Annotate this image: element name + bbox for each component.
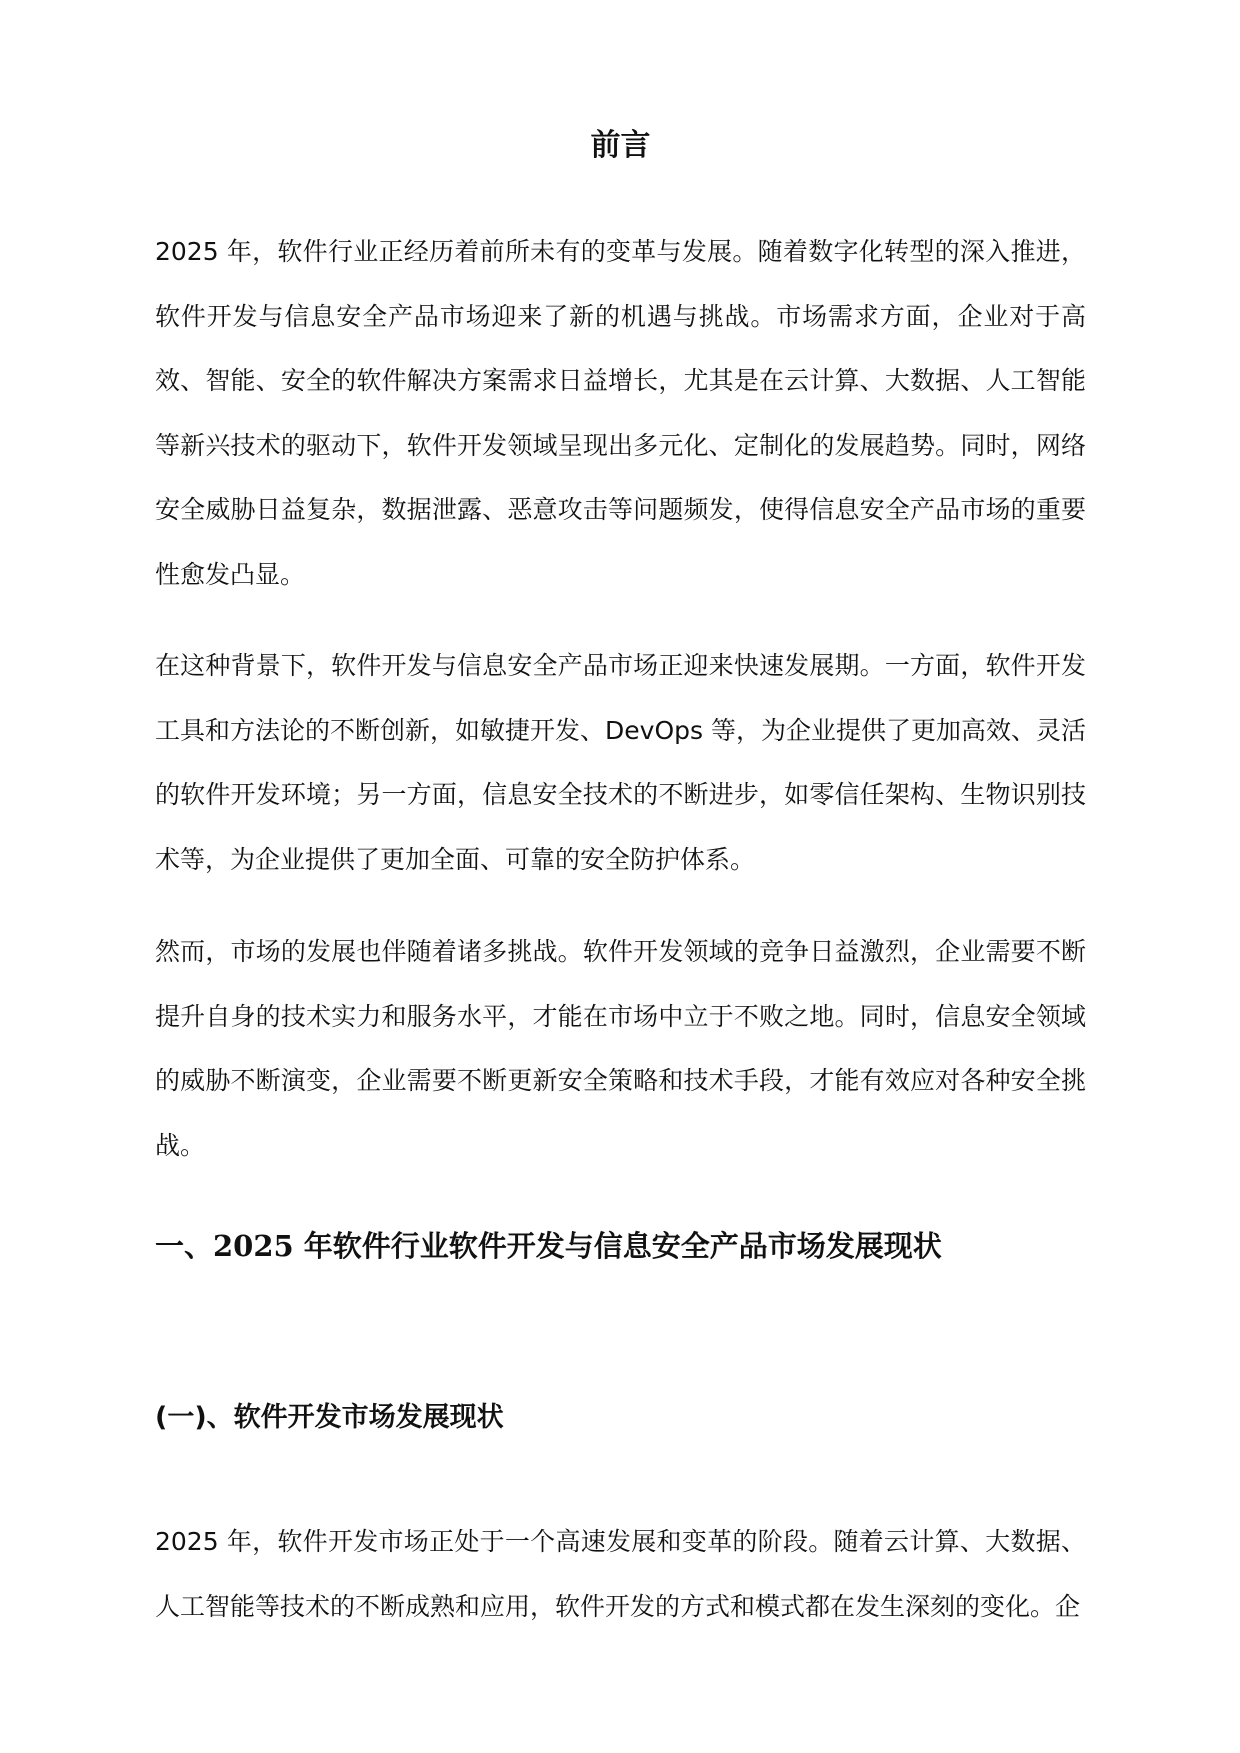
section-heading: 一、2025 年软件行业软件开发与信息安全产品市场发展现状: [155, 1229, 942, 1263]
intro-paragraph-2: 在这种背景下，软件开发与信息安全产品市场正迎来快速发展期。一方面，软件开发工具和方法论的不断创新，如敏捷开发、DevOps 等，为企业提供了更加高效、灵活的软件开发环境；另一方面，信息安全技术的不断进步，如零信任架构、生物识别技术等，为企业提供了更加全面、可靠的安全防护体系。: [155, 651, 1086, 874]
intro-paragraph-3: 然而，市场的发展也伴随着诸多挑战。软件开发领域的竞争日益激烈，企业需要不断提升自身的技术实力和服务水平，才能在市场中立于不败之地。同时，信息安全领域的威胁不断演变，企业需要不断更新安全策略和技术手段，才能有效应对各种安全挑战。: [155, 937, 1086, 1160]
subsection-paragraph: 2025 年，软件开发市场正处于一个高速发展和变革的阶段。随着云计算、大数据、人工智能等技术的不断成熟和应用，软件开发的方式和模式都在发生深刻的变化。企: [155, 1527, 1086, 1621]
page-title: 前言: [590, 128, 651, 163]
document-page: [155, 0, 1086, 1753]
intro-paragraph-1: 2025 年，软件行业正经历着前所未有的变革与发展。随着数字化转型的深入推进，软件开发与信息安全产品市场迎来了新的机遇与挑战。市场需求方面，企业对于高效、智能、安全的软件解决方案需求日益增长，尤其是在云计算、大数据、人工智能等新兴技术的驱动下，软件开发领域呈现出多元化、定制化的发展趋势。同时，网络安全威胁日益复杂，数据泄露、恶意攻击等问题频发，使得信息安全产品市场的重要性愈发凸显。: [155, 237, 1086, 589]
subsection-heading: (一)、软件开发市场发展现状: [155, 1402, 504, 1433]
